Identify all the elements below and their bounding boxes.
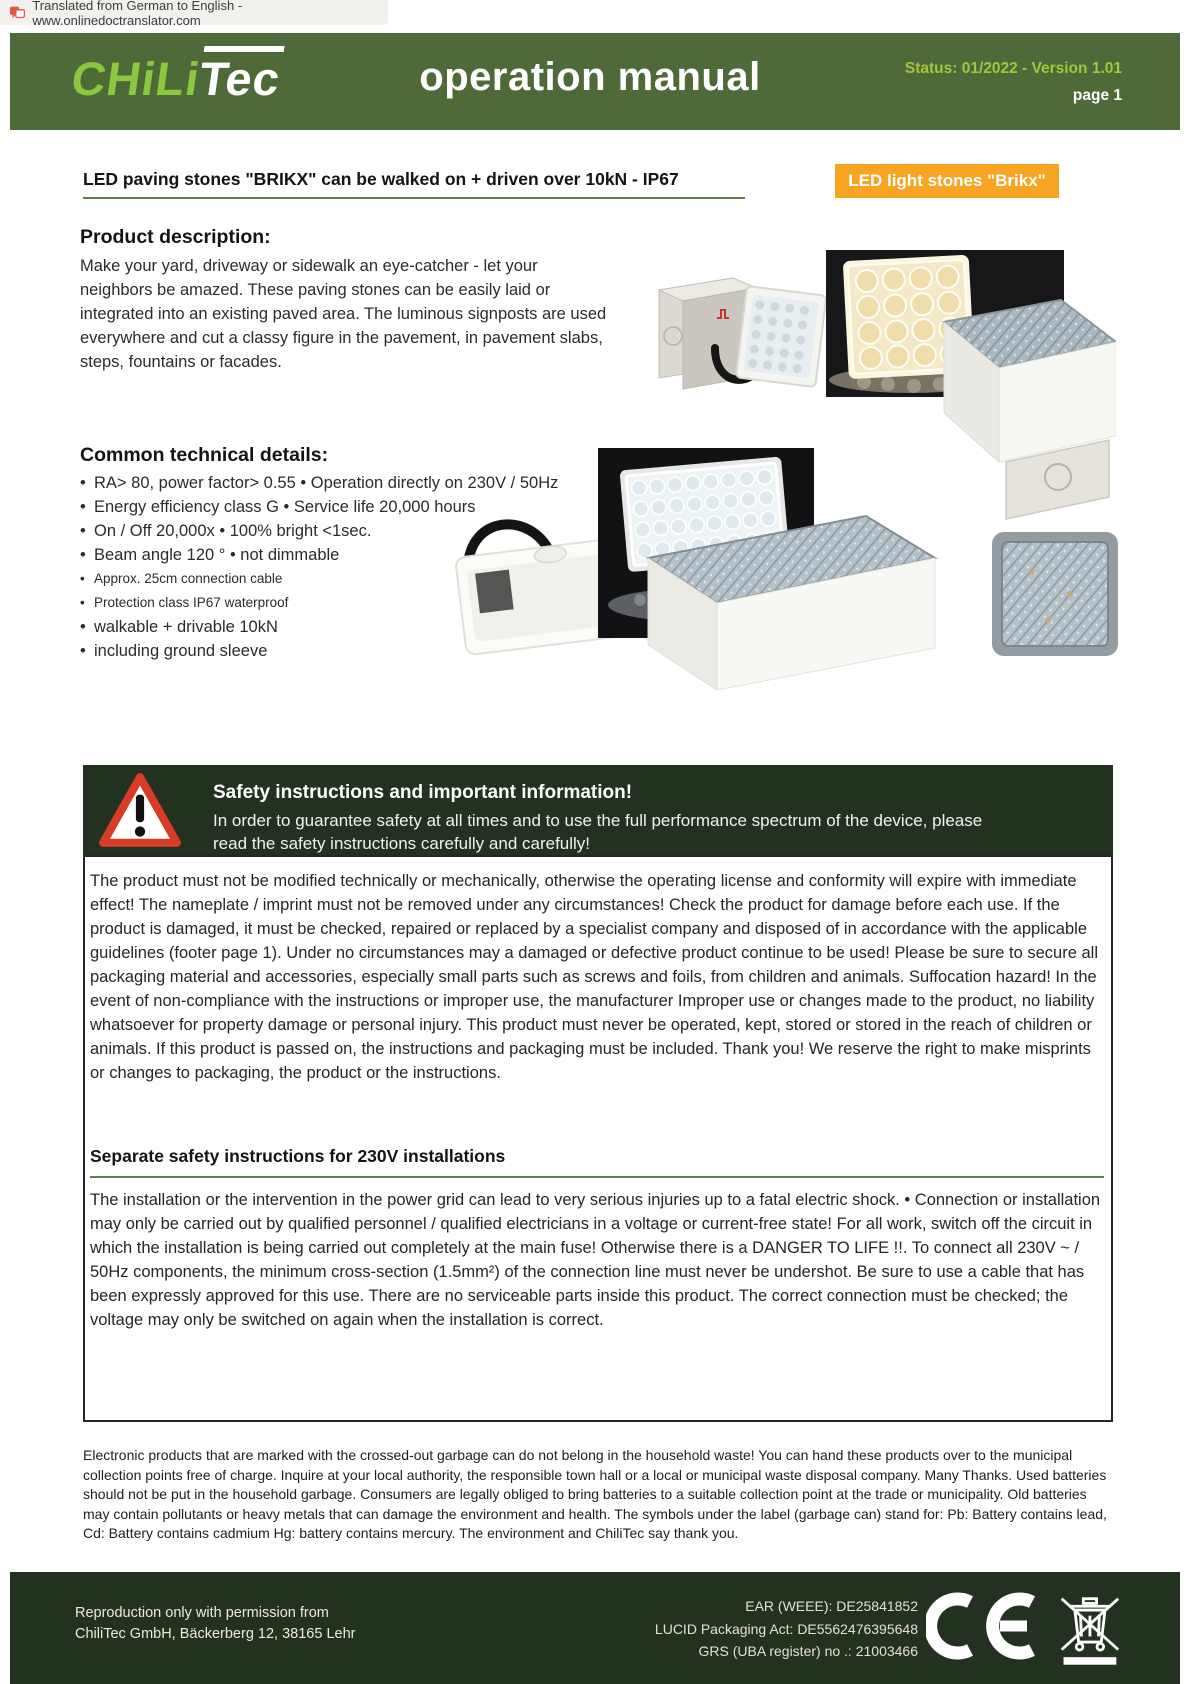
status-block <box>905 60 1122 105</box>
translate-icon <box>9 5 25 21</box>
safety-230v-heading: Separate safety instructions for 230V installations <box>90 1146 506 1166</box>
spec-item: • Beam angle 120 ° • not dimmable <box>80 543 650 567</box>
page-number: page 1 <box>1072 87 1122 104</box>
footer-grs-number: GRS (UBA register) no .: 21003466 <box>698 1643 918 1659</box>
safety-body-text: The product must not be modified technically or mechanically, otherwise the operating license and conformity will expire with immediate effect! The nameplate / imprint must not be removed under any circumstances! Check the product for damage before each use. If the product is damaged, it must be checked, repaired or replaced by a specialist company and disposed of in accordance with the applicable guidelines (footer page 1). Under no circumstances may a damaged or defective product continue to be used! Please be sure to secure all packaging material and accessories, especially small parts such as screws and foils, from children and animals. Suffocation hazard! In the event of non-compliance with the instructions or improper use, the manufacturer Improper use or changes made to the product, no liability whatsoever for property damage or personal injury. This product must never be operated, kept, stored or stored in the reach of children or animals. If this product is passed on, the instructions and packaging must be included. Thank you! We reserve the right to make misprints or changes to packaging, the product or the instructions. <box>90 872 1098 1082</box>
logo-text-white: Tec <box>196 46 285 105</box>
spec-item: • On / Off 20,000x • 100% bright <1sec. <box>80 519 650 543</box>
spec-item: • RA> 80, power factor> 0.55 • Operation directly on 230V / 50Hz <box>80 471 650 495</box>
product-description-text: Make your yard, driveway or sidewalk an eye-catcher - let your neighbors be amazed. These paving stones can be easily laid or integrated into an existing paved area. The luminous signposts are used everywhere and cut a classy figure in the pavement, in pavement slabs, steps, fountains or facades. <box>80 257 607 371</box>
ce-mark-icon <box>926 1592 1038 1660</box>
footer-lucid-number: LUCID Packaging Act: DE5562476395648 <box>654 1620 918 1637</box>
status-version: Status: 01/2022 - Version 1.01 <box>904 60 1122 77</box>
footer-registration <box>655 1595 918 1663</box>
warning-triangle-icon <box>99 772 181 848</box>
translate-bar-text: Translated from German to English - www.onlinedoctranslator.com <box>32 0 243 28</box>
disposal-note: Electronic products that are marked with the crossed-out garbage can do not belong in the household waste! You can hand these products over to the municipal collection points free of charge. Inquire at your local authority, the responsible town hall or a local or municipal waste disposal company. Many Thanks. Used batteries should not be put in the household garbage. Consumers are legally obliged to bring batteries to a suitable collection point at the trade or municipality. Old batteries may contain pollutants or heavy metals that can damage the environment and health. The symbols under the label (garbage can) stand for: Pb: Battery contains lead, Cd: Battery contains cadmium Hg: battery contains mercury. The environment and ChiliTec say thank you. <box>83 1447 1107 1541</box>
technical-details-heading: Common technical details: <box>80 444 329 466</box>
weee-crossed-bin-icon <box>1056 1585 1122 1669</box>
photo-ground-sleeve-and-stone <box>645 248 835 428</box>
photo-warm-lit-stone-and-cube <box>826 250 1116 550</box>
spec-item: • Protection class IP67 waterproof <box>80 591 650 615</box>
safety-heading: Safety instructions and important information! <box>213 782 633 803</box>
chilitec-logo <box>68 51 284 106</box>
technical-details-list <box>80 471 650 663</box>
spec-item: • Approx. 25cm connection cable <box>80 567 650 591</box>
safety-230v-underline <box>90 1176 1104 1178</box>
logo-text-green: CHiLi <box>68 52 204 105</box>
product-description-heading: Product description: <box>80 226 271 248</box>
product-badge: LED light stones "Brikx" <box>835 164 1059 198</box>
safety-header <box>83 765 1113 855</box>
document-footer <box>10 1572 1180 1684</box>
spec-item: • including ground sleeve <box>80 639 650 663</box>
heading-underline <box>83 197 745 199</box>
document-title: operation manual <box>419 55 761 99</box>
footer-imprint-line2: ChiliTec GmbH, Bäckerberg 12, 38165 Lehr <box>75 1626 356 1642</box>
spec-item: • Energy efficiency class G • Service life 20,000 hours <box>80 495 650 519</box>
footer-weee-number: EAR (WEEE): DE25841852 <box>745 1598 918 1614</box>
footer-imprint <box>75 1603 355 1645</box>
safety-subheading: In order to guarantee safety at all times and to use the full performance spectrum of the device, please read the safety instructions carefully and carefully! <box>213 811 983 853</box>
footer-imprint-line1: Reproduction only with permission from <box>75 1605 329 1621</box>
product-heading: LED paving stones "BRIKX" can be walked on + driven over 10kN - IP67 <box>83 169 679 189</box>
spec-item: • walkable + drivable 10kN <box>80 615 650 639</box>
translate-bar[interactable] <box>0 0 388 28</box>
safety-230v-text: The installation or the intervention in the power grid can lead to very serious injuries up to a fatal electric shock. • Connection or installation may only be carried out by qualified personnel / qualified electricians in a voltage or current-free state! For all work, switch off the circuit in which the installation is being carried out completely at the main fuse! Otherwise there is a DANGER TO LIFE !!. To connect all 230V ~ / 50Hz components, the minimum cross-section (1.5mm²) of the connection line must never be undershot. Be sure to use a cable that has been expressly approved for this use. There are no serviceable parts inside this product. The correct connection must be checked; the voltage may only be switched on again when the installation is correct. <box>90 1191 1101 1329</box>
document-header <box>10 33 1180 130</box>
